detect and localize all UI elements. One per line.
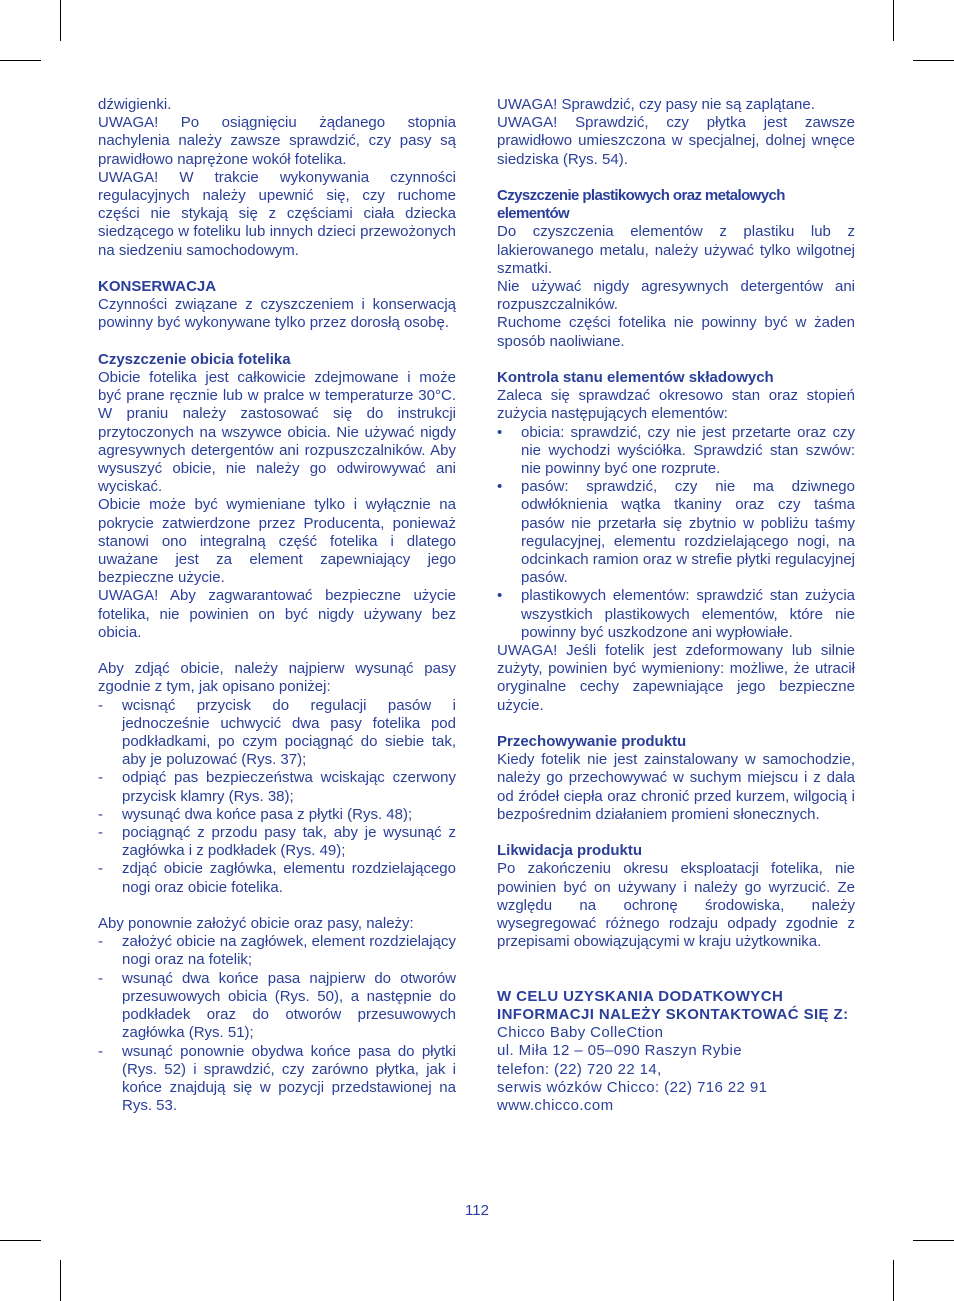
warning-paragraph: UWAGA! Sprawdzić, czy pasy nie są zaplątane.	[497, 96, 815, 113]
list-item: - odpiąć pas bezpieczeństwa wciskając czerwony przycisk klamry (Rys. 38);	[98, 769, 456, 805]
dash-marker: -	[98, 1042, 103, 1060]
warning-paragraph: UWAGA! Aby zagwarantować bezpieczne użycie fotelika, nie powinien on być nigdy używany bez obicia.	[98, 587, 456, 641]
list-item: - wsunąć dwa końce pasa najpierw do otworów przesuwowych obicia (Rys. 50), a następnie do podkładek oraz do otworów przesuwowych zagłówka (Rys. 51);	[98, 969, 456, 1042]
right-column	[497, 96, 855, 1115]
warning-paragraph: UWAGA! Po osiągnięciu żądanego stopnia nachylenia należy zawsze sprawdzić, czy pasy są prawidłowo naprężone wokół fotelika.	[98, 114, 456, 168]
paragraph: Czynności związane z czyszczeniem i konserwacją powinny być wykonywane tylko przez dorosłą osobę.	[98, 296, 456, 332]
section-heading-likwidacja: Likwidacja produktu	[497, 842, 643, 860]
list-item: - założyć obicie na zagłówek, element rozdzielający nogi oraz na fotelik;	[98, 933, 456, 969]
crop-mark	[0, 1240, 41, 1241]
contact-website: www.chicco.com	[497, 1097, 614, 1115]
paragraph: Obicie fotelika jest całkowicie zdejmowane i może być prane ręcznie lub w pralce w temperaturze 30°C. W praniu należy zastosować się do instrukcji przytoczonych na wszywce obicia. Nie używać nigdy agresywnych detergentów ani rozpuszczalników. Aby wysuszyć obicie, nie należy go odwirowywać ani wyciskać.	[98, 369, 456, 496]
list-item: - pociągnąć z przodu pasy tak, aby je wysunąć z zagłówka i z podkładek (Rys. 49);	[98, 824, 456, 860]
dash-marker: -	[98, 860, 103, 878]
crop-mark	[60, 0, 61, 41]
list-item: - zdjąć obicie zagłówka, elementu rozdzielającego nogi oraz obicie fotelika.	[98, 860, 456, 896]
crop-mark	[893, 0, 894, 41]
paragraph: Kiedy fotelik nie jest zainstalowany w samochodzie, należy go przechowywać w suchym miejscu i z dala od źródeł ciepła oraz chronić przed kurzem, wilgocią i bezpośrednim działaniem promieni słonecznych.	[497, 751, 855, 823]
section-heading-przechowywanie: Przechowywanie produktu	[497, 733, 687, 751]
warning-paragraph: UWAGA! Jeśli fotelik jest zdeformowany lub silnie zużyty, powinien być wymieniony: możliwe, że utracił oryginalne cechy zapewniające jego bezpieczne użycie.	[497, 642, 855, 714]
dash-marker: -	[98, 824, 103, 842]
crop-mark	[0, 60, 41, 61]
dash-marker: -	[98, 696, 103, 714]
list-item: • plastikowych elementów: sprawdzić stan zużycia wszystkich plastikowych elementów, które nie powinny być uszkodzone ani wypłowiałe.	[497, 587, 855, 641]
section-heading-czyszczenie-obicia: Czyszczenie obicia fotelika	[98, 350, 291, 368]
left-column	[98, 96, 456, 1115]
contact-heading: W CELU UZYSKANIA DODATKOWYCH INFORMACJI NALEŻY SKONTAKTOWAĆ SIĘ Z:	[497, 987, 849, 1024]
dash-marker: -	[98, 805, 103, 823]
contact-address: ul. Miła 12 – 05–090 Raszyn Rybie	[497, 1042, 742, 1060]
paragraph: dźwigienki.	[98, 96, 172, 113]
bullet-marker: •	[497, 478, 503, 496]
refit-steps-list	[98, 933, 456, 1115]
section-heading-plastik: Czyszczenie plastikowych oraz metalowych elementów	[497, 187, 785, 223]
crop-mark	[913, 1240, 954, 1241]
crop-mark	[60, 1260, 61, 1301]
paragraph: Ruchome części fotelika nie powinny być w żaden sposób naoliwiane.	[497, 314, 855, 350]
dash-marker: -	[98, 933, 103, 951]
paragraph: Obicie może być wymieniane tylko i wyłącznie na pokrycie zatwierdzone przez Producenta, ponieważ stanowi ono integralną część fotelika i dlatego uważane jest za element zapewniający jego bezpieczne użycie.	[98, 496, 456, 587]
dash-marker: -	[98, 969, 103, 987]
paragraph: Po zakończeniu okresu eksploatacji fotelika, nie powinien być on używany i należy go wyrzucić. Ze względu na ochronę środowiska, należy wysegregować różnego rodzaju odpady zgodnie z przepisami obowiązującymi w kraju użytkownika.	[497, 860, 855, 951]
section-heading-kontrola: Kontrola stanu elementów składowych	[497, 369, 774, 387]
list-item: - wysunąć dwa końce pasa z płytki (Rys. 48);	[98, 805, 413, 823]
list-item: • pasów: sprawdzić, czy nie ma dziwnego odwłóknienia wątka tkaniny oraz czy taśma pasów nie przetarła się zbytnio w pobliżu taśmy regulacyjnej, elementu rozdzielającego nogi, na odcinkach ramion oraz w strefie płytki regulacyjnej pasów.	[497, 478, 855, 587]
crop-mark	[913, 60, 954, 61]
paragraph: Do czyszczenia elementów z plastiku lub z lakierowanego metalu, należy używać tylko wilgotnej szmatki.	[497, 223, 855, 277]
paragraph: Zaleca się sprawdzać okresowo stan oraz stopień zużycia następujących elementów:	[497, 387, 855, 423]
paragraph: Nie używać nigdy agresywnych detergentów ani rozpuszczalników.	[497, 278, 855, 314]
dash-marker: -	[98, 769, 103, 787]
list-item: - wsunąć ponownie obydwa końce pasa do płytki (Rys. 52) i sprawdzić, czy zarówno płytka, jak i końce znajdują się w pozycji przedstawionej na Rys. 53.	[98, 1042, 456, 1115]
warning-paragraph: UWAGA! Sprawdzić, czy płytka jest zawsze prawidłowo umieszczona w specjalnej, dolnej wnęce siedziska (Rys. 54).	[497, 114, 855, 168]
bullet-marker: •	[497, 587, 503, 605]
crop-mark	[893, 1260, 894, 1301]
contact-phone: telefon: (22) 720 22 14,	[497, 1060, 662, 1078]
inspection-list	[497, 424, 855, 642]
page-number: 112	[465, 1202, 489, 1219]
contact-service-phone: serwis wózków Chicco: (22) 716 22 91	[497, 1078, 768, 1096]
warning-paragraph: UWAGA! W trakcie wykonywania czynności regulacyjnych należy upewnić się, czy ruchome części nie stykają się z częściami ciała dziecka siedzącego w foteliku lub innych dzieci przewożonych na siedzeniu samochodowym.	[98, 168, 456, 259]
paragraph: Aby ponownie założyć obicie oraz pasy, należy:	[98, 915, 414, 933]
list-item: • obicia: sprawdzić, czy nie jest przetarte oraz czy nie wychodzi wyściółka. Sprawdzić stan szwów: nie powinny być one rozprute.	[497, 423, 855, 478]
section-heading-konserwacja: KONSERWACJA	[98, 278, 217, 296]
contact-company: Chicco Baby ColleCtion	[497, 1024, 664, 1042]
list-item: - wcisnąć przycisk do regulacji pasów i jednocześnie uchwycić dwa pasy fotelika pod podkładkami, po czym pociągnąć do siebie tak, aby je poluzować (Rys. 37);	[98, 696, 456, 769]
paragraph: Aby zdjąć obicie, należy najpierw wysunąć pasy zgodnie z tym, jak opisano poniżej:	[98, 660, 456, 696]
bullet-marker: •	[497, 423, 503, 441]
removal-steps-list	[98, 697, 456, 897]
